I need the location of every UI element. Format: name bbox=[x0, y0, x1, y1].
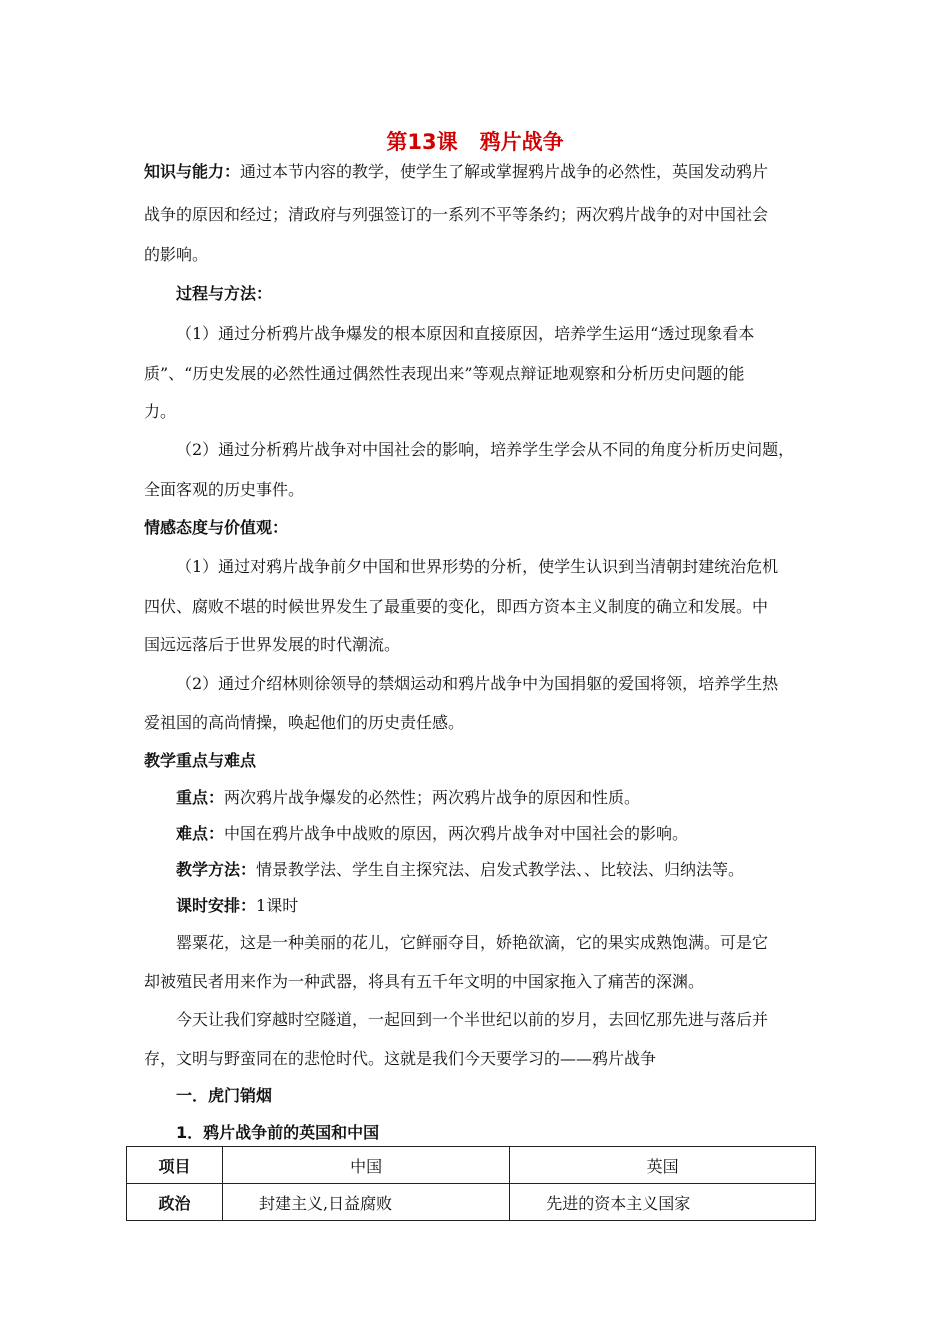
emotion-p1-line-1: （1）通过对鸦片战争前夕中国和世界形势的分析，使学生认识到当清朝封建统治危机 bbox=[176, 557, 779, 576]
section-heading: 一．虎门销烟 bbox=[176, 1086, 273, 1105]
intro-p1-line-1: 罂粟花，这是一种美丽的花儿，它鲜丽夺目，娇艳欲滴，它的果实成熟饱满。可是它 bbox=[176, 933, 769, 952]
table-header-item: 项目 bbox=[127, 1147, 223, 1184]
process-p1-line-3: 力。 bbox=[144, 402, 177, 421]
focus-heading: 教学重点与难点 bbox=[144, 751, 257, 770]
process-p2-line-1: （2）通过分析鸦片战争对中国社会的影响，培养学生学会从不同的角度分析历史问题， bbox=[176, 440, 795, 459]
intro-p2-line-2: 存，文明与野蛮同在的悲怆时代。这就是我们今天要学习的——鸦片战争 bbox=[144, 1049, 657, 1068]
comparison-table bbox=[126, 1146, 816, 1221]
emotion-p1-line-3: 国远远落后于世界发展的时代潮流。 bbox=[144, 635, 401, 654]
lesson-name: 鸦片战争 bbox=[479, 130, 564, 154]
intro-p2-line-1: 今天让我们穿越时空隧道，一起回到一个半世纪以前的岁月，去回忆那先进与落后并 bbox=[176, 1010, 769, 1029]
focus-time: 课时安排：1课时 bbox=[176, 896, 299, 915]
emotion-p1-line-2: 四伏、腐败不堪的时候世界发生了最重要的变化，即西方资本主义制度的确立和发展。中 bbox=[144, 597, 769, 616]
section-subheading: 1．鸦片战争前的英国和中国 bbox=[176, 1123, 380, 1142]
focus-difficulty: 难点：中国在鸦片战争中战败的原因，两次鸦片战争对中国社会的影响。 bbox=[176, 824, 689, 843]
table-header-britain: 英国 bbox=[510, 1147, 816, 1184]
table-cell-item: 政治 bbox=[127, 1184, 223, 1221]
table-header-row bbox=[127, 1147, 816, 1184]
page-title bbox=[0, 126, 950, 156]
emotion-label: 情感态度与价值观： bbox=[144, 518, 289, 537]
emotion-p2-line-1: （2）通过介绍林则徐领导的禁烟运动和鸦片战争中为国捐躯的爱国将领，培养学生热 bbox=[176, 674, 779, 693]
process-label: 过程与方法： bbox=[176, 284, 273, 303]
knowledge-line-1: 知识与能力：通过本节内容的教学，使学生了解或掌握鸦片战争的必然性，英国发动鸦片 bbox=[144, 162, 769, 181]
process-p2-line-2: 全面客观的历史事件。 bbox=[144, 480, 305, 499]
table-cell-china: 封建主义,日益腐败 bbox=[223, 1184, 510, 1221]
emotion-p2-line-2: 爱祖国的高尚情操，唤起他们的历史责任感。 bbox=[144, 713, 465, 732]
lesson-number: 第13课 bbox=[386, 130, 458, 154]
intro-p1-line-2: 却被殖民者用来作为一种武器，将具有五千年文明的中国家拖入了痛苦的深渊。 bbox=[144, 972, 705, 991]
table-row bbox=[127, 1184, 816, 1221]
process-p1-line-2: 质”、“历史发展的必然性通过偶然性表现出来”等观点辩证地观察和分析历史问题的能 bbox=[144, 364, 745, 383]
process-p1-line-1: （1）通过分析鸦片战争爆发的根本原因和直接原因，培养学生运用“透过现象看本 bbox=[176, 324, 755, 343]
table-header-china: 中国 bbox=[223, 1147, 510, 1184]
knowledge-line-2: 战争的原因和经过；清政府与列强签订的一系列不平等条约；两次鸦片战争的对中国社会 bbox=[144, 205, 769, 224]
table-cell-britain: 先进的资本主义国家 bbox=[510, 1184, 816, 1221]
knowledge-line-3: 的影响。 bbox=[144, 245, 209, 264]
knowledge-label: 知识与能力： bbox=[144, 162, 241, 181]
focus-key: 重点：两次鸦片战争爆发的必然性；两次鸦片战争的原因和性质。 bbox=[176, 788, 641, 807]
focus-method: 教学方法：情景教学法、学生自主探究法、启发式教学法、、比较法、归纳法等。 bbox=[176, 860, 745, 879]
